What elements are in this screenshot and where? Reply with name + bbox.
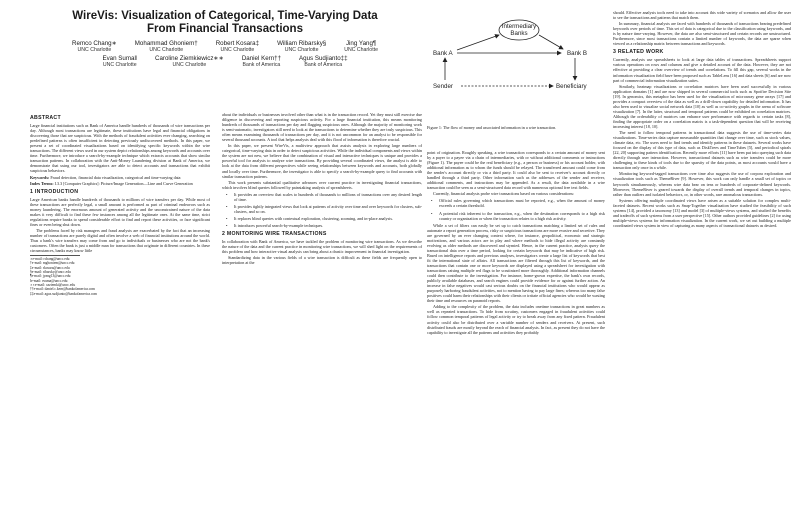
author [102, 55, 137, 68]
footnote: ‖e-mail: esuma@uncc.edu [30, 278, 68, 283]
author [216, 40, 259, 53]
body-paragraph: Adding to the complexity of the problem, the data includes onetime transactions in great numbers as well as repeated transactions. To hide from scrutiny, customers engaged in fraudulent activities could follow common temporal patterns of legal activity or try to break away from any fixed pattern. Fraudulent activity could also be distributed over a variable number of senders and receivers. At present, such distributed frauds are mostly beyond the reach of financial analysts. In fact, as present they do not have the capability to investigate all the patterns and activities they probably [427, 304, 605, 335]
author-name: William Ribarsky§ [277, 40, 327, 47]
keywords [30, 175, 210, 180]
body-paragraph: In summary, financial analysts are faced with hundreds of thousands of transactions bearing predefined keywords over periods of time. This set of data is categorical due to the classification using keywords, and is by nature time-varying. However, the data are also semi-structured and certain records are unstructured. Furthermore, since most transactions contain a limited number of keywords, the data are sparse when viewed as a relationship matrix between transactions and keywords. [613, 21, 791, 47]
author-name: Daniel Kern†† [241, 55, 282, 62]
intro-paragraph: The problems faced by risk managers and fraud analysts are exacerbated by the fact that an increasing number of transactions are purely digital and often involve a web of financial institutions around the world. Thus a bank's wire transfers may come from and go to individuals or businesses who are not the bank's customers. Often the bank is just a middle man for transactions that originate in different countries. In these circumstances, banks may know little [30, 227, 210, 254]
author-name: Evan Suma‖ [102, 55, 137, 62]
author-name: Mohammad Ghoniem† [134, 40, 198, 47]
column-3 [427, 150, 605, 510]
list-item: • Official rules governing which transactions must be reported, e.g., when the amount of money exceeds a certain threshold. [437, 198, 605, 208]
author-block [30, 40, 420, 70]
author [135, 40, 198, 53]
author-affiliation: Bank of America [242, 62, 281, 68]
body-paragraph: Currently, financial analysts probe wire transactions based on various considerations: [433, 191, 575, 197]
abstract-heading: ABSTRACT [30, 115, 61, 121]
author-affiliation: UNC Charlotte [172, 62, 207, 68]
author-name: Remco Chang∗ [72, 40, 117, 47]
intro-paragraph: Large American banks handle hundreds of thousands to millions of wire transfers per day. While most of these transactions are perfectly legal, a small amount is performed as part of criminal endeavors such as money laundering. The enormous amount of generated activity and the unconstrained nature of the data makes it very difficult to find these few instances among all the legitimate ones. At the same time, strict regulations require banks to spend considerable effort to find and report these activities, or face significant fines or even being shut down. [30, 196, 210, 227]
beneficiary-label: Beneficiary [556, 83, 587, 90]
index-terms [30, 181, 210, 186]
keywords-label: Keywords: [30, 174, 50, 180]
list-item: • It introduces powerful search-by-example techniques. [232, 223, 422, 228]
author-affiliation: UNC Charlotte [344, 47, 378, 53]
abstract-text: Large financial institutions such as Bank of America handle hundreds of thousands of wire transactions per day. Although most transactions are legitimate, these institutions have legal and financial obligations in discovering those that are suspicious. With the methods of fraudulent activities ever changing, searching on predefined patterns is often insufficient in detecting previously undiscovered methods. In this paper, we present a set of coordinated visualizations based on identifying specific keywords within the wire transactions. The different views used in our system depict relationships among keywords and accounts over time. Furthermore, we introduce a search-by-example technique which extracts accounts that show similar transaction patterns. In collaboration with the Anti-Money Laundering division at Bank of America, we demonstrate that using our tool, investigators are able to detect accounts and transactions that exhibit suspicious behaviors. [30, 123, 210, 174]
sender-label: Sender [433, 83, 453, 90]
author-affiliation: UNC Charlotte [220, 47, 255, 53]
footnote-rule [30, 255, 80, 256]
body-paragraph: point of origination. Roughly speaking, a wire transaction corresponds to a certain amount of money sent by a payer to a payee via a chain of intermediaries, with or without additional comments or instructions (Figure 1). The payee could be the real beneficiary (e.g., a person or business) or his account holder, with additional information as to whom the funds should be relayed. The transferred amount could come from the sender's account directly or via a third party. It could also be sent to receiver's account directly or handled through a third party. Other information such as the addresses of the sender and receiver, additional comments, and instructions may be appended. As a result, the data available in a wire transaction could be seen as a semi-structured data record with numerous optional free text fields. [427, 150, 605, 191]
bullet-list [437, 198, 605, 220]
footnote: ‡‡e-mail: agus.sudjianto@bankofamerica.com [30, 291, 98, 296]
paper-title [30, 10, 420, 36]
list-item: • It provides an overview that scales to hundreds of thousands to millions of transactions over any desired length of time. [232, 192, 422, 202]
body-paragraph: should. Effective analysis tools need to take into account this wide variety of scenarios and allow the user to see the transactions and patterns that match them. [613, 10, 791, 21]
column-1 [30, 112, 210, 512]
index-terms-label: Index Terms: [30, 180, 54, 186]
section-heading: 3 RELATED WORK [613, 49, 664, 56]
bank-a-to-int-arrow [457, 35, 499, 50]
body-paragraph: Currently, analysts use spreadsheets to look at large data tables of transactions. Spreadsheets support various operations on rows and columns and give a detailed account of the data. However, they are not effective at providing a clear overview of trends and correlations. To fill this gap, several works in the information visualization field have been proposed such as TableLens [16] and data sheets [6] and are now part of commercial information visualization suites. [613, 57, 791, 83]
author [155, 55, 224, 68]
footnote: ∗∗e-mail: caziemki@uncc.edu [30, 282, 76, 287]
bank-a-label: Bank A [433, 50, 453, 57]
body-paragraph: While a set of filters can easily be set up to catch transactions matching a limited set of rules and automate a report generation process, risky or suspicious transactions are more evasive and secretive. They are governed by an ever changing context where, for instance, geopolitical, economic and strategic motivations, and various actors are in play and where methods to hide illegal activity are constantly evolving as older methods are discovered and stymied. Hence, in the current practice, analysts query the transactional data over a time period, looking for certain keywords that may be indicative of high risk. Based on intelligence reports and previous analyses, investigators create a large list of keywords that best fit the international state of affairs. All transactions are filtered through this list of keywords, and the transactions that contain one or more keywords are displayed using a spreadsheet for investigation with transactions raising multiple red flags to be scrutinized more thoroughly. Additional information channels could then contribute to the investigation. For instance, home-grown expertise, the bank's own records, publicly available databases, and search engines could provide evidence for or against further action. An increase in false negatives would cast serious doubts on the financial institutions who would appear as purposely harboring fraudulent activities, not to mention having to pay large fines; whereas too many false positives could harm their relationships with their clients or irritate official agencies who would be wasting their time and resources on paranoid reports. [427, 222, 605, 304]
title-line-2: From Financial Transactions [147, 23, 303, 35]
figure-1 [427, 8, 605, 123]
footnote: §e-mail: ribarsky@uncc.edu [30, 270, 71, 275]
title-line-1: WireVis: Visualization of Categorical, Time-Varying Data [72, 10, 378, 22]
author-affiliation: UNC Charlotte [102, 62, 137, 68]
body-paragraph: Monitoring keyword-tagged transactions over time also suggests the use of corpora exploration and visualization tools such as ThemeRiver [9]. However, this work can only handle a small set of topics or keywords simultaneously, whereas wire data bear on tens or hundreds of corporate-defined keywords. Moreover, ThemeRiver is geared towards the display of overall trends and temporal changes in topics, rather than outliers and isolated behaviors, or, in other words, rare anomalous transactions. [613, 171, 791, 197]
author-affiliation: UNC Charlotte [149, 47, 184, 53]
list-item: • A potential risk inherent to the transaction, e.g., when the destination corresponds to a high risk country or organization or when the transaction relates to a high risk activity. [437, 211, 605, 221]
figure-caption: Figure 1: The flow of money and associated information in a wire transaction. [427, 125, 557, 130]
int-to-bank-b-arrow [539, 35, 563, 49]
author [72, 40, 117, 53]
body-paragraph: This work presents substantial qualitative advances over current practice in investigating financial transactions, which involves blind queries followed by painstaking analysis of spreadsheets. [222, 179, 422, 190]
body-paragraph: Similarly, heatmap visualizations or correlation matrices have been used successfully in various application domains [1] and are now shipped in several commercial tools such as Spotfire Decision Site [19]. In genomics, this metaphor has been used for the visualization of microarray gene arrays [17] and provides a compact overview of the data as well as a drill-down capability for detailed information. It has also been used to visualize social network data [10] as well as co-activity graphs in the arena of software visualization [7]. In the latter, structural and temporal patterns could be exhibited on correlation matrices. Although the orderability of matrices can enhance user performance with regards to certain tasks [8], finding the appropriate order on a correlation matrix is a task-dependent question that will be receiving increasing interest [18, 10]. [613, 83, 791, 129]
footnote: ¶e-mail: jyang13@uncc.edu [30, 274, 71, 279]
author [299, 55, 348, 68]
author [344, 40, 378, 53]
author-name: Agus Sudjianto‡‡ [299, 55, 348, 62]
list-item: • It replaces blind queries with contextual exploration, clustering, zooming, and in-place analysis. [232, 216, 422, 221]
column-2 [222, 112, 422, 512]
index-terms-text: I.3.3 [Computer Graphics]: Picture/Image Generation—Line and Curve Generation [54, 180, 193, 186]
author-affiliation: UNC Charlotte [77, 47, 112, 53]
author-name: Jing Yang¶ [345, 40, 377, 47]
bank-b-label: Bank B [567, 50, 587, 57]
body-paragraph: In collaboration with Bank of America, we have tackled the problem of monitoring wire transactions. As we describe the nature of the data and the current practice in monitoring wire transactions, we will shed light on the requirements of this problem and how interactive visual analysis can bring about a drastic improvement in financial investigation. [222, 239, 422, 255]
footnote: †e-mail: mghoniem@uncc.edu [30, 261, 75, 266]
author [242, 55, 281, 68]
author-name: Caroline Ziemkiewicz∗∗ [154, 55, 224, 62]
column-4 [613, 10, 791, 512]
body-paragraph: Systems offering multiple coordinated views have arisen as a suitable solution for complex multi-faceted datasets. Recent works such as Snap-Together visualization have studied the feasibility of such systems [14], provided a taxonomy [13] and model [3] of multiple-views systems, and studied the benefits and tradeoffs of such systems from a user perspective [15]. Other authors provided guidelines [2] for using multiple-views systems for information visualization. In the current work, we set out building a multiple coordinated views system in view of capturing as many aspects of transactional datasets as desired. [613, 197, 791, 228]
footnote: ††e-mail: daniel.c.kern@bankofamerica.com [30, 287, 95, 292]
keywords-text: Fraud detection, financial data visualization, categorical and time-varying data [50, 174, 181, 180]
body-paragraph: about the individuals or businesses involved other than what is in the transaction record. Yet they must still exercise due diligence in discovering and reporting suspicious activity. For a large financial institution, this means monitoring hundreds of thousands of transactions per day and flagging suspicious ones. Although the majority of monitoring work is semi-automatic, investigators still need to look at the transactions to determine whether they are truly suspicious. This often means examining thousands of transactions per day, and it is not uncommon for an analyst to be responsible for several thousand accounts. A tool that helps analysts deal with this flood of information is therefore crucial. [222, 112, 422, 143]
section-heading: 2 MONITORING WIRE TRANSACTIONS [222, 230, 327, 237]
bullet-list [232, 192, 422, 228]
intro-heading: 1 INTRODUCTION [30, 188, 79, 195]
wire-flow-diagram [427, 8, 605, 123]
author-affiliation: Bank of America [304, 62, 343, 68]
author-row-2 [30, 55, 420, 68]
author-row-1 [30, 40, 420, 53]
intermediary-label: Intermediary Banks [501, 23, 537, 37]
author-affiliation: UNC Charlotte [284, 47, 319, 53]
body-paragraph: The need to follow temporal patterns in transactional data suggests the use of time-series data visualizations. Time-series data capture measurable quantities that change over time, such as stock values, climate data, etc. The users need to find trends and identify patterns in these datasets. Several works have focused on the display of this type of data, such as DiskTrees and TimeTubes [5], and periodical spirals [22, 20] supporting pattern identification. Recently more efforts [11] have been put into querying such data directly through user interaction. However, transactional datasets such as wire transfers could be more challenging to these kinds of tools due to the sparsity of the data points, as most accounts would have a transaction only once in a while. [613, 130, 791, 171]
body-paragraph: In this paper, we present WireVis, a multiview approach that assists analysts in exploring large numbers of categorical, time-varying data in order to detect suspicious activities. While the individual components and views within the system are not new, we believe that the combination of visual and interactive techniques is unique and provides a powerful tool for analysts to analyze wire transactions. By providing several coordinated views, the analyst is able to look at the data from different perspectives while seeing relationships between keywords and accounts, both globally and locally over time. Furthermore, the investigator is able to specify a search-by-example query to find accounts with similar transaction patterns. [222, 143, 422, 179]
footnote: ∗e-mail: rchang@uncc.edu [30, 257, 70, 262]
author [277, 40, 326, 53]
footnote: ‡e-mail: rkosara@uncc.edu [30, 265, 70, 270]
list-item: • It provides tightly integrated views that look at patterns of activity over time and over keywords for clusters, sub-clusters, and so on. [232, 204, 422, 214]
author-name: Robert Kosara‡ [215, 40, 260, 47]
body-paragraph: Standardizing data in the various fields of a wire transaction is difficult as these fields are frequently open to interpretation at the [222, 255, 422, 266]
